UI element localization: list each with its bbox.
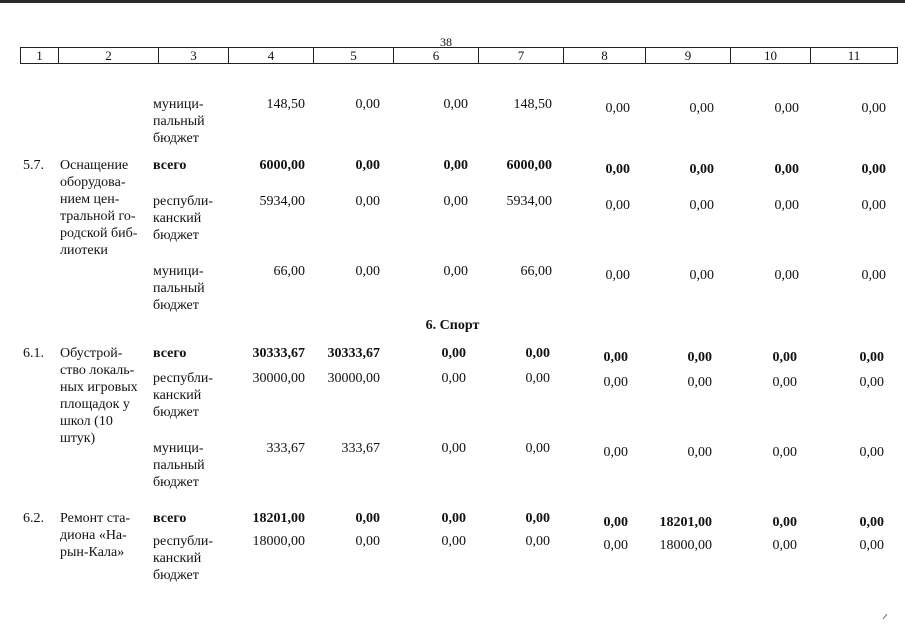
amount-col-7: 0,00 (525, 371, 550, 386)
amount-col-10: 0,00 (774, 268, 799, 283)
amount-col-7: 66,00 (520, 264, 552, 279)
amount-col-5: 30000,00 (327, 371, 380, 386)
amount-col-4: 5934,00 (259, 194, 305, 209)
amount-col-5: 333,67 (341, 441, 380, 456)
amount-col-8: 0,00 (603, 375, 628, 390)
amount-col-6: 0,00 (441, 441, 466, 456)
amount-col-6: 0,00 (441, 534, 466, 549)
amount-col-7: 0,00 (525, 534, 550, 549)
amount-col-9: 18000,00 (659, 538, 712, 553)
amount-col-9: 0,00 (687, 445, 712, 460)
amount-col-8: 0,00 (603, 445, 628, 460)
column-header-8: 8 (564, 48, 646, 63)
amount-col-11: 0,00 (861, 268, 886, 283)
amount-col-4: 333,67 (266, 441, 305, 456)
amount-col-11: 0,00 (859, 445, 884, 460)
row-number: 5.7. (23, 158, 44, 173)
amount-col-9: 0,00 (689, 198, 714, 213)
amount-col-5: 0,00 (355, 511, 380, 526)
funding-source: республи- канский бюджет (153, 194, 213, 243)
amount-col-11: 0,00 (861, 101, 886, 116)
amount-col-11: 0,00 (859, 350, 884, 365)
amount-col-9: 0,00 (689, 268, 714, 283)
amount-col-10: 0,00 (772, 350, 797, 365)
amount-col-11: 0,00 (859, 515, 884, 530)
column-header-3: 3 (159, 48, 229, 63)
amount-col-8: 0,00 (603, 515, 628, 530)
amount-col-10: 0,00 (774, 101, 799, 116)
measure-name: Обустрой- ство локаль- ных игровых площадок у школ (10 штук) (60, 346, 138, 446)
section-title-sport: 6. Спорт (425, 318, 480, 333)
amount-col-10: 0,00 (774, 198, 799, 213)
amount-col-6: 0,00 (443, 194, 468, 209)
amount-col-10: 0,00 (772, 375, 797, 390)
amount-col-11: 0,00 (861, 162, 886, 177)
column-header-7: 7 (479, 48, 564, 63)
amount-col-6: 0,00 (441, 511, 466, 526)
amount-col-8: 0,00 (605, 101, 630, 116)
amount-col-10: 0,00 (774, 162, 799, 177)
amount-col-7: 0,00 (525, 346, 550, 361)
funding-source: республи- канский бюджет (153, 371, 213, 420)
amount-col-10: 0,00 (772, 515, 797, 530)
amount-col-9: 18201,00 (659, 515, 712, 530)
amount-col-8: 0,00 (603, 350, 628, 365)
amount-col-5: 0,00 (355, 264, 380, 279)
amount-col-5: 0,00 (355, 158, 380, 173)
amount-col-4: 18201,00 (252, 511, 305, 526)
amount-col-4: 148,50 (266, 97, 305, 112)
amount-col-6: 0,00 (443, 97, 468, 112)
funding-source: муници- пальный бюджет (153, 264, 205, 313)
column-header-4: 4 (229, 48, 314, 63)
column-header-10: 10 (731, 48, 811, 63)
row-number: 6.1. (23, 346, 44, 361)
amount-col-4: 30333,67 (252, 346, 305, 361)
column-number-header (20, 47, 898, 64)
funding-source: республи- канский бюджет (153, 534, 213, 583)
amount-col-7: 0,00 (525, 511, 550, 526)
amount-col-10: 0,00 (772, 445, 797, 460)
funding-source: всего (153, 158, 187, 173)
amount-col-7: 148,50 (513, 97, 552, 112)
amount-col-9: 0,00 (689, 162, 714, 177)
amount-col-5: 0,00 (355, 97, 380, 112)
funding-source: всего (153, 511, 187, 526)
page-number: 38 (440, 35, 452, 49)
column-header-5: 5 (314, 48, 394, 63)
amount-col-5: 0,00 (355, 534, 380, 549)
column-header-11: 11 (847, 48, 861, 63)
amount-col-4: 18000,00 (252, 534, 305, 549)
amount-col-8: 0,00 (605, 162, 630, 177)
scan-top-edge (0, 0, 905, 3)
amount-col-11: 0,00 (861, 198, 886, 213)
amount-col-7: 6000,00 (506, 158, 552, 173)
amount-col-8: 0,00 (605, 198, 630, 213)
amount-col-6: 0,00 (443, 158, 468, 173)
amount-col-6: 0,00 (441, 346, 466, 361)
amount-col-5: 0,00 (355, 194, 380, 209)
amount-col-9: 0,00 (687, 350, 712, 365)
amount-col-5: 30333,67 (327, 346, 380, 361)
funding-source: муници- пальный бюджет (153, 441, 205, 490)
amount-col-9: 0,00 (689, 101, 714, 116)
funding-source: муници- пальный бюджет (153, 97, 205, 146)
measure-name: Ремонт ста- диона «На- рын-Кала» (60, 511, 131, 560)
column-header-2: 2 (59, 48, 159, 63)
column-header-6: 6 (394, 48, 479, 63)
amount-col-4: 30000,00 (252, 371, 305, 386)
amount-col-9: 0,00 (687, 375, 712, 390)
amount-col-8: 0,00 (603, 538, 628, 553)
amount-col-7: 5934,00 (506, 194, 552, 209)
column-header-1: 1 (21, 48, 59, 63)
column-header-9: 9 (646, 48, 731, 63)
row-number: 6.2. (23, 511, 44, 526)
amount-col-6: 0,00 (441, 371, 466, 386)
funding-source: всего (153, 346, 187, 361)
amount-col-4: 66,00 (273, 264, 305, 279)
measure-name: Оснащение оборудова- нием цен- тральной го- родской биб- лиотеки (60, 158, 138, 258)
amount-col-11: 0,00 (859, 375, 884, 390)
amount-col-4: 6000,00 (259, 158, 305, 173)
amount-col-7: 0,00 (525, 441, 550, 456)
amount-col-10: 0,00 (772, 538, 797, 553)
scan-mark (883, 614, 888, 619)
amount-col-11: 0,00 (859, 538, 884, 553)
amount-col-6: 0,00 (443, 264, 468, 279)
amount-col-8: 0,00 (605, 268, 630, 283)
